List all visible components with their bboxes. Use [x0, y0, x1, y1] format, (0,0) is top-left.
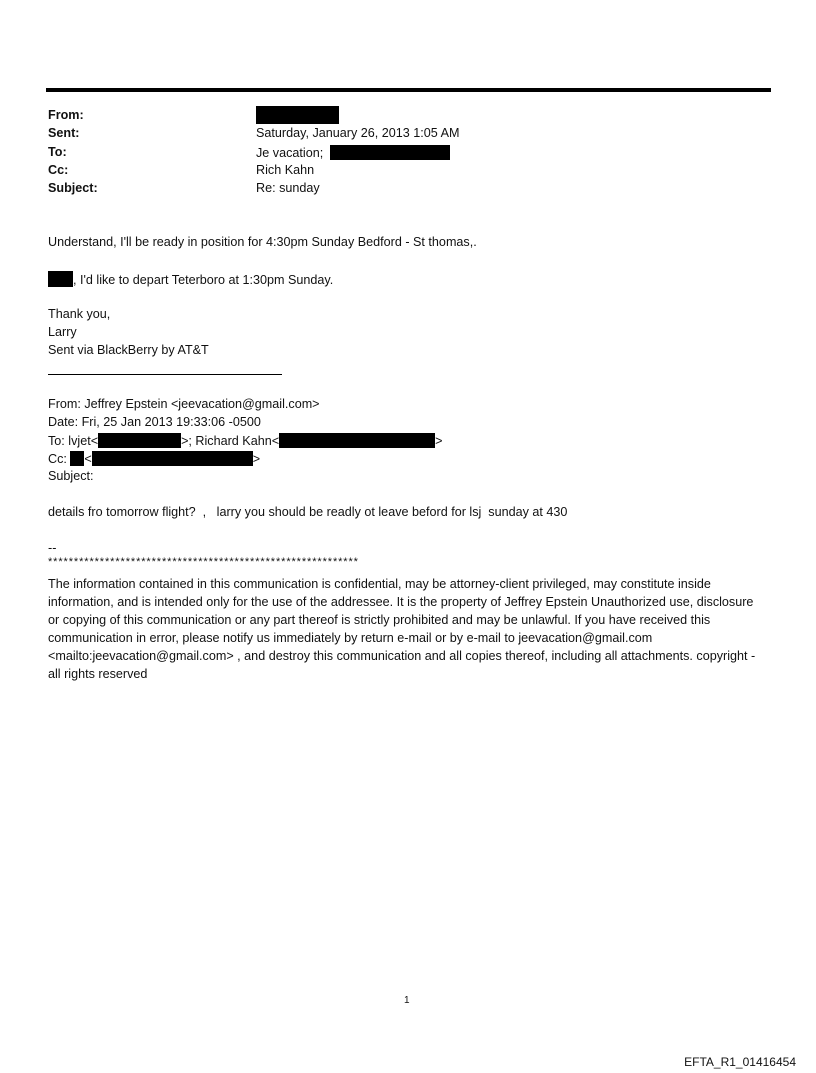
quoted-to — [48, 433, 442, 448]
quoted-message: details fro tomorrow flight? , larry you should be readly ot leave beford for lsj sunday at 430 — [48, 505, 568, 519]
quoted-from: From: Jeffrey Epstein <jeevacation@gmail.com> — [48, 397, 320, 411]
sent-label: Sent: — [48, 126, 80, 140]
from-redaction — [256, 106, 339, 124]
sent-value: Saturday, January 26, 2013 1:05 AM — [256, 126, 460, 140]
body-name: Larry — [48, 325, 77, 339]
page-number: 1 — [404, 995, 410, 1006]
quote-separator — [48, 374, 282, 375]
stars-divider: ************************************************************ — [48, 556, 359, 568]
from-label: From: — [48, 108, 84, 122]
subject-value: Re: sunday — [256, 181, 320, 195]
to-value — [256, 145, 450, 160]
cc-value: Rich Kahn — [256, 163, 315, 177]
quoted-to-prefix: To: lvjet< — [48, 434, 99, 448]
quoted-cc-redaction-2 — [92, 451, 253, 466]
body-line-2 — [48, 271, 333, 287]
body-line-2-text: , I'd like to depart Teterboro at 1:30pm Sunday. — [73, 273, 334, 287]
quoted-subject: Subject: — [48, 469, 94, 483]
quoted-to-end: > — [435, 434, 443, 448]
bates-number: EFTA_R1_01416454 — [684, 1055, 796, 1069]
to-redaction — [330, 145, 450, 160]
body-thanks: Thank you, — [48, 307, 111, 321]
disclaimer: The information contained in this communication is confidential, may be attorney-client privileged, may constitute inside information, and is intended only for the use of the addressee. It is the property of Jeffrey Epstein Unauthorized use, disclosure or copying of this communication or any part thereof is strictly prohibited and may be unlawful. If you have received this communication in error, please notify us immediately by return e-mail or by e-mail to jeevacation@gmail.com <mailto:jeevacation@gmail.com> , and destroy this communication and all copies thereof, including all attachments. copyright -all rights reserved — [48, 577, 756, 681]
subject-label: Subject: — [48, 181, 98, 195]
quoted-cc — [48, 451, 260, 466]
quoted-cc-end: > — [252, 452, 261, 466]
quoted-to-redaction-1 — [98, 433, 181, 448]
top-rule — [46, 88, 771, 92]
quoted-cc-lt: < — [84, 452, 92, 466]
body-line-1: Understand, I'll be ready in position for 4:30pm Sunday Bedford - St thomas,. — [48, 235, 477, 249]
quoted-cc-prefix: Cc: — [48, 452, 67, 466]
name-redaction — [48, 271, 73, 287]
to-label: To: — [48, 145, 67, 159]
body-signature: Sent via BlackBerry by AT&T — [48, 343, 209, 357]
to-text: Je vacation; — [256, 146, 324, 160]
quoted-cc-redaction-1 — [70, 451, 84, 466]
quoted-date: Date: Fri, 25 Jan 2013 19:33:06 -0500 — [48, 415, 261, 429]
quoted-to-redaction-2 — [279, 433, 435, 448]
dashes: -- — [48, 541, 57, 555]
quoted-to-mid: >; Richard Kahn< — [181, 434, 280, 448]
cc-label: Cc: — [48, 163, 69, 177]
